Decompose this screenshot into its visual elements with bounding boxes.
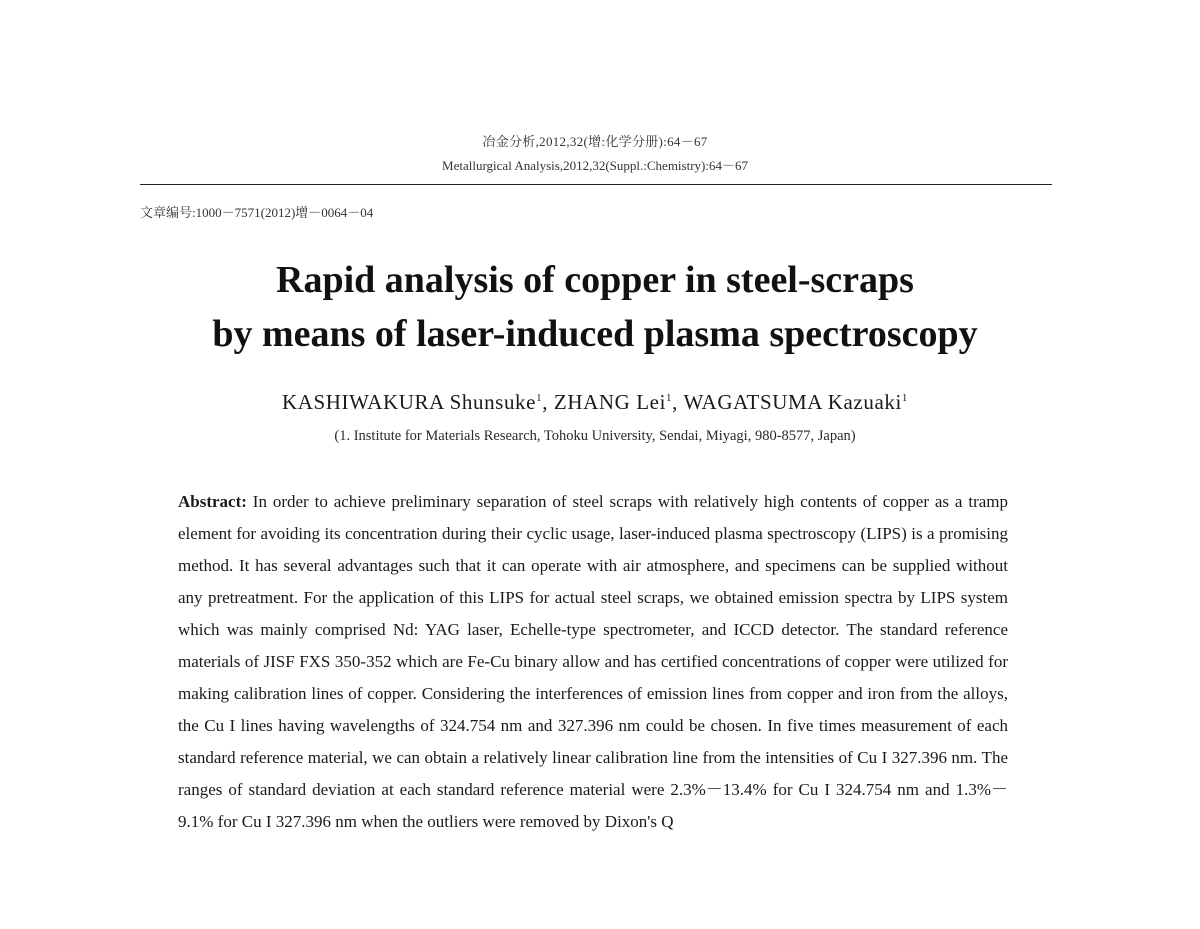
paper-title xyxy=(0,253,1190,361)
journal-citation-en: Metallurgical Analysis,2012,32(Suppl.:Chemistry):64－67 xyxy=(442,158,748,173)
author-separator: , xyxy=(672,390,684,414)
journal-citation-cn: 冶金分析,2012,32(增:化学分册):64－67 xyxy=(482,134,708,149)
abstract-label: Abstract: xyxy=(178,492,247,511)
abstract xyxy=(178,486,1008,838)
author-1: KASHIWAKURA Shunsuke xyxy=(281,390,537,414)
author-2: ZHANG Lei xyxy=(553,390,667,414)
author-3-affil: 1 xyxy=(901,392,909,404)
article-number: 文章编号:1000－7571(2012)增－0064－04 xyxy=(140,205,374,220)
author-3: WAGATSUMA Kazuaki xyxy=(683,390,902,414)
author-separator: , xyxy=(542,390,554,414)
author-1-affil: 1 xyxy=(536,392,543,404)
title-line-1: Rapid analysis of copper in steel-scraps xyxy=(276,259,914,301)
author-list xyxy=(0,390,1190,415)
author-2-affil: 1 xyxy=(666,392,673,404)
title-line-2: by means of laser-induced plasma spectroscopy xyxy=(212,313,978,355)
header-divider xyxy=(140,184,1052,185)
abstract-text: In order to achieve preliminary separation of steel scraps with relatively high contents of copper as a tramp element for avoiding its concentration during their cyclic usage, laser-induced plasma spectroscopy (LIPS) is a promising method. It has several advantages such that it can operate with air atmosphere, and specimens can be supplied without any pretreatment. For the application of this LIPS for actual steel scraps, we obtained emission spectra by LIPS system which was mainly comprised Nd: YAG laser, Echelle-type spectrometer, and ICCD detector. The standard reference materials of JISF FXS 350-352 which are Fe-Cu binary allow and has certified concentrations of copper were utilized for making calibration lines of copper. Considering the interferences of emission lines from copper and iron from the alloys, the Cu I lines having wavelengths of 324.754 nm and 327.396 nm could be chosen. In five times measurement of each standard reference material, we can obtain a relatively linear calibration line from the intensities of Cu I 327.396 nm. The ranges of standard deviation at each standard reference material were 2.3%－13.4% for Cu I 324.754 nm and 1.3%－9.1% for Cu I 327.396 nm when the outliers were removed by Dixon's Q xyxy=(178,492,1008,831)
affiliation: (1. Institute for Materials Research, Tohoku University, Sendai, Miyagi, 980-8577, Japan) xyxy=(334,428,856,444)
